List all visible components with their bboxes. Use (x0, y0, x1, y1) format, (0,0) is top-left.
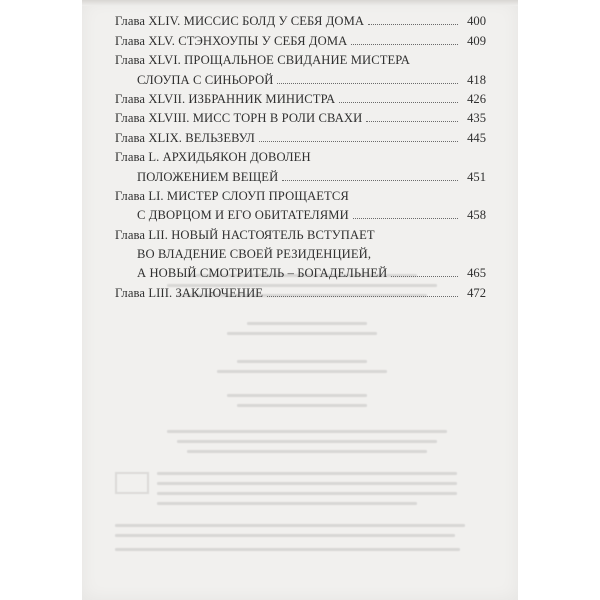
toc-entry-title: СЛОУПА С СИНЬОРОЙ (137, 72, 274, 87)
toc-entry (115, 223, 486, 242)
toc-entry-title: С ДВОРЦОМ И ЕГО ОБИТАТЕЛЯМИ (137, 208, 349, 223)
toc-entry-continuation (115, 68, 486, 87)
toc-leader-dots (267, 296, 458, 297)
toc-page-number: 426 (467, 91, 486, 106)
toc-entry-title: А НОВЫЙ СМОТРИТЕЛЬ – БОГАДЕЛЬНЕЙ (137, 266, 388, 281)
toc-entry-title: Глава XLIX. ВЕЛЬЗЕВУЛ (115, 130, 255, 145)
toc-page-number: 445 (467, 130, 486, 145)
toc-leader-dots (351, 44, 458, 45)
toc-leader-dots (391, 276, 458, 277)
toc-page-number: 472 (467, 285, 486, 300)
toc-leader-dots (259, 141, 458, 142)
toc-entry (115, 126, 486, 145)
toc-entry (115, 88, 486, 107)
toc-page-number: 409 (467, 33, 486, 48)
toc-entry-title: Глава XLV. СТЭНХОУПЫ У СЕБЯ ДОМА (115, 33, 348, 48)
toc-leader-dots (277, 83, 458, 84)
toc-entry-title: Глава L. АРХИДЬЯКОН ДОВОЛЕН (115, 150, 311, 165)
toc-entry (115, 29, 486, 48)
table-of-contents (115, 10, 486, 301)
toc-entry-title: ВО ВЛАДЕНИЕ СВОЕЙ РЕЗИДЕНЦИЕЙ, (137, 247, 372, 262)
show-through-text (115, 262, 486, 562)
toc-leader-dots (366, 121, 458, 122)
toc-entry-title: Глава LI. МИСТЕР СЛОУП ПРОЩАЕТСЯ (115, 188, 349, 203)
toc-entry-title: Глава LII. НОВЫЙ НАСТОЯТЕЛЬ ВСТУПАЕТ (115, 227, 375, 242)
toc-entry-title: Глава XLVI. ПРОЩАЛЬНОЕ СВИДАНИЕ МИСТЕРА (115, 53, 410, 68)
toc-leader-dots (353, 218, 458, 219)
toc-entry (115, 185, 486, 204)
toc-entry (115, 49, 486, 68)
toc-entry (115, 10, 486, 29)
toc-page-number: 465 (467, 266, 486, 281)
toc-entry-title: Глава XLVII. ИЗБРАННИК МИНИСТРА (115, 91, 336, 106)
toc-leader-dots (282, 180, 458, 181)
toc-entry (115, 281, 486, 300)
toc-entry-title: Глава LIII. ЗАКЛЮЧЕНИЕ (115, 285, 264, 300)
toc-page-number: 458 (467, 208, 486, 223)
toc-entry-title: Глава XLVIII. МИСС ТОРН В РОЛИ СВАХИ (115, 111, 363, 126)
toc-leader-dots (339, 102, 458, 103)
toc-page-number: 451 (467, 169, 486, 184)
toc-page-number: 418 (467, 72, 486, 87)
toc-entry-title: ПОЛОЖЕНИЕМ ВЕЩЕЙ (137, 169, 279, 184)
toc-entry-title: Глава XLIV. МИССИС БОЛД У СЕБЯ ДОМА (115, 14, 365, 29)
toc-entry-continuation (115, 204, 486, 223)
toc-leader-dots (368, 24, 458, 25)
toc-entry (115, 146, 486, 165)
toc-entry (115, 107, 486, 126)
toc-page-number: 435 (467, 111, 486, 126)
toc-page-number: 400 (467, 14, 486, 29)
page-top-edge (82, 0, 518, 6)
toc-entry-continuation (115, 262, 486, 281)
toc-entry-continuation (115, 165, 486, 184)
toc-entry-continuation (115, 243, 486, 262)
